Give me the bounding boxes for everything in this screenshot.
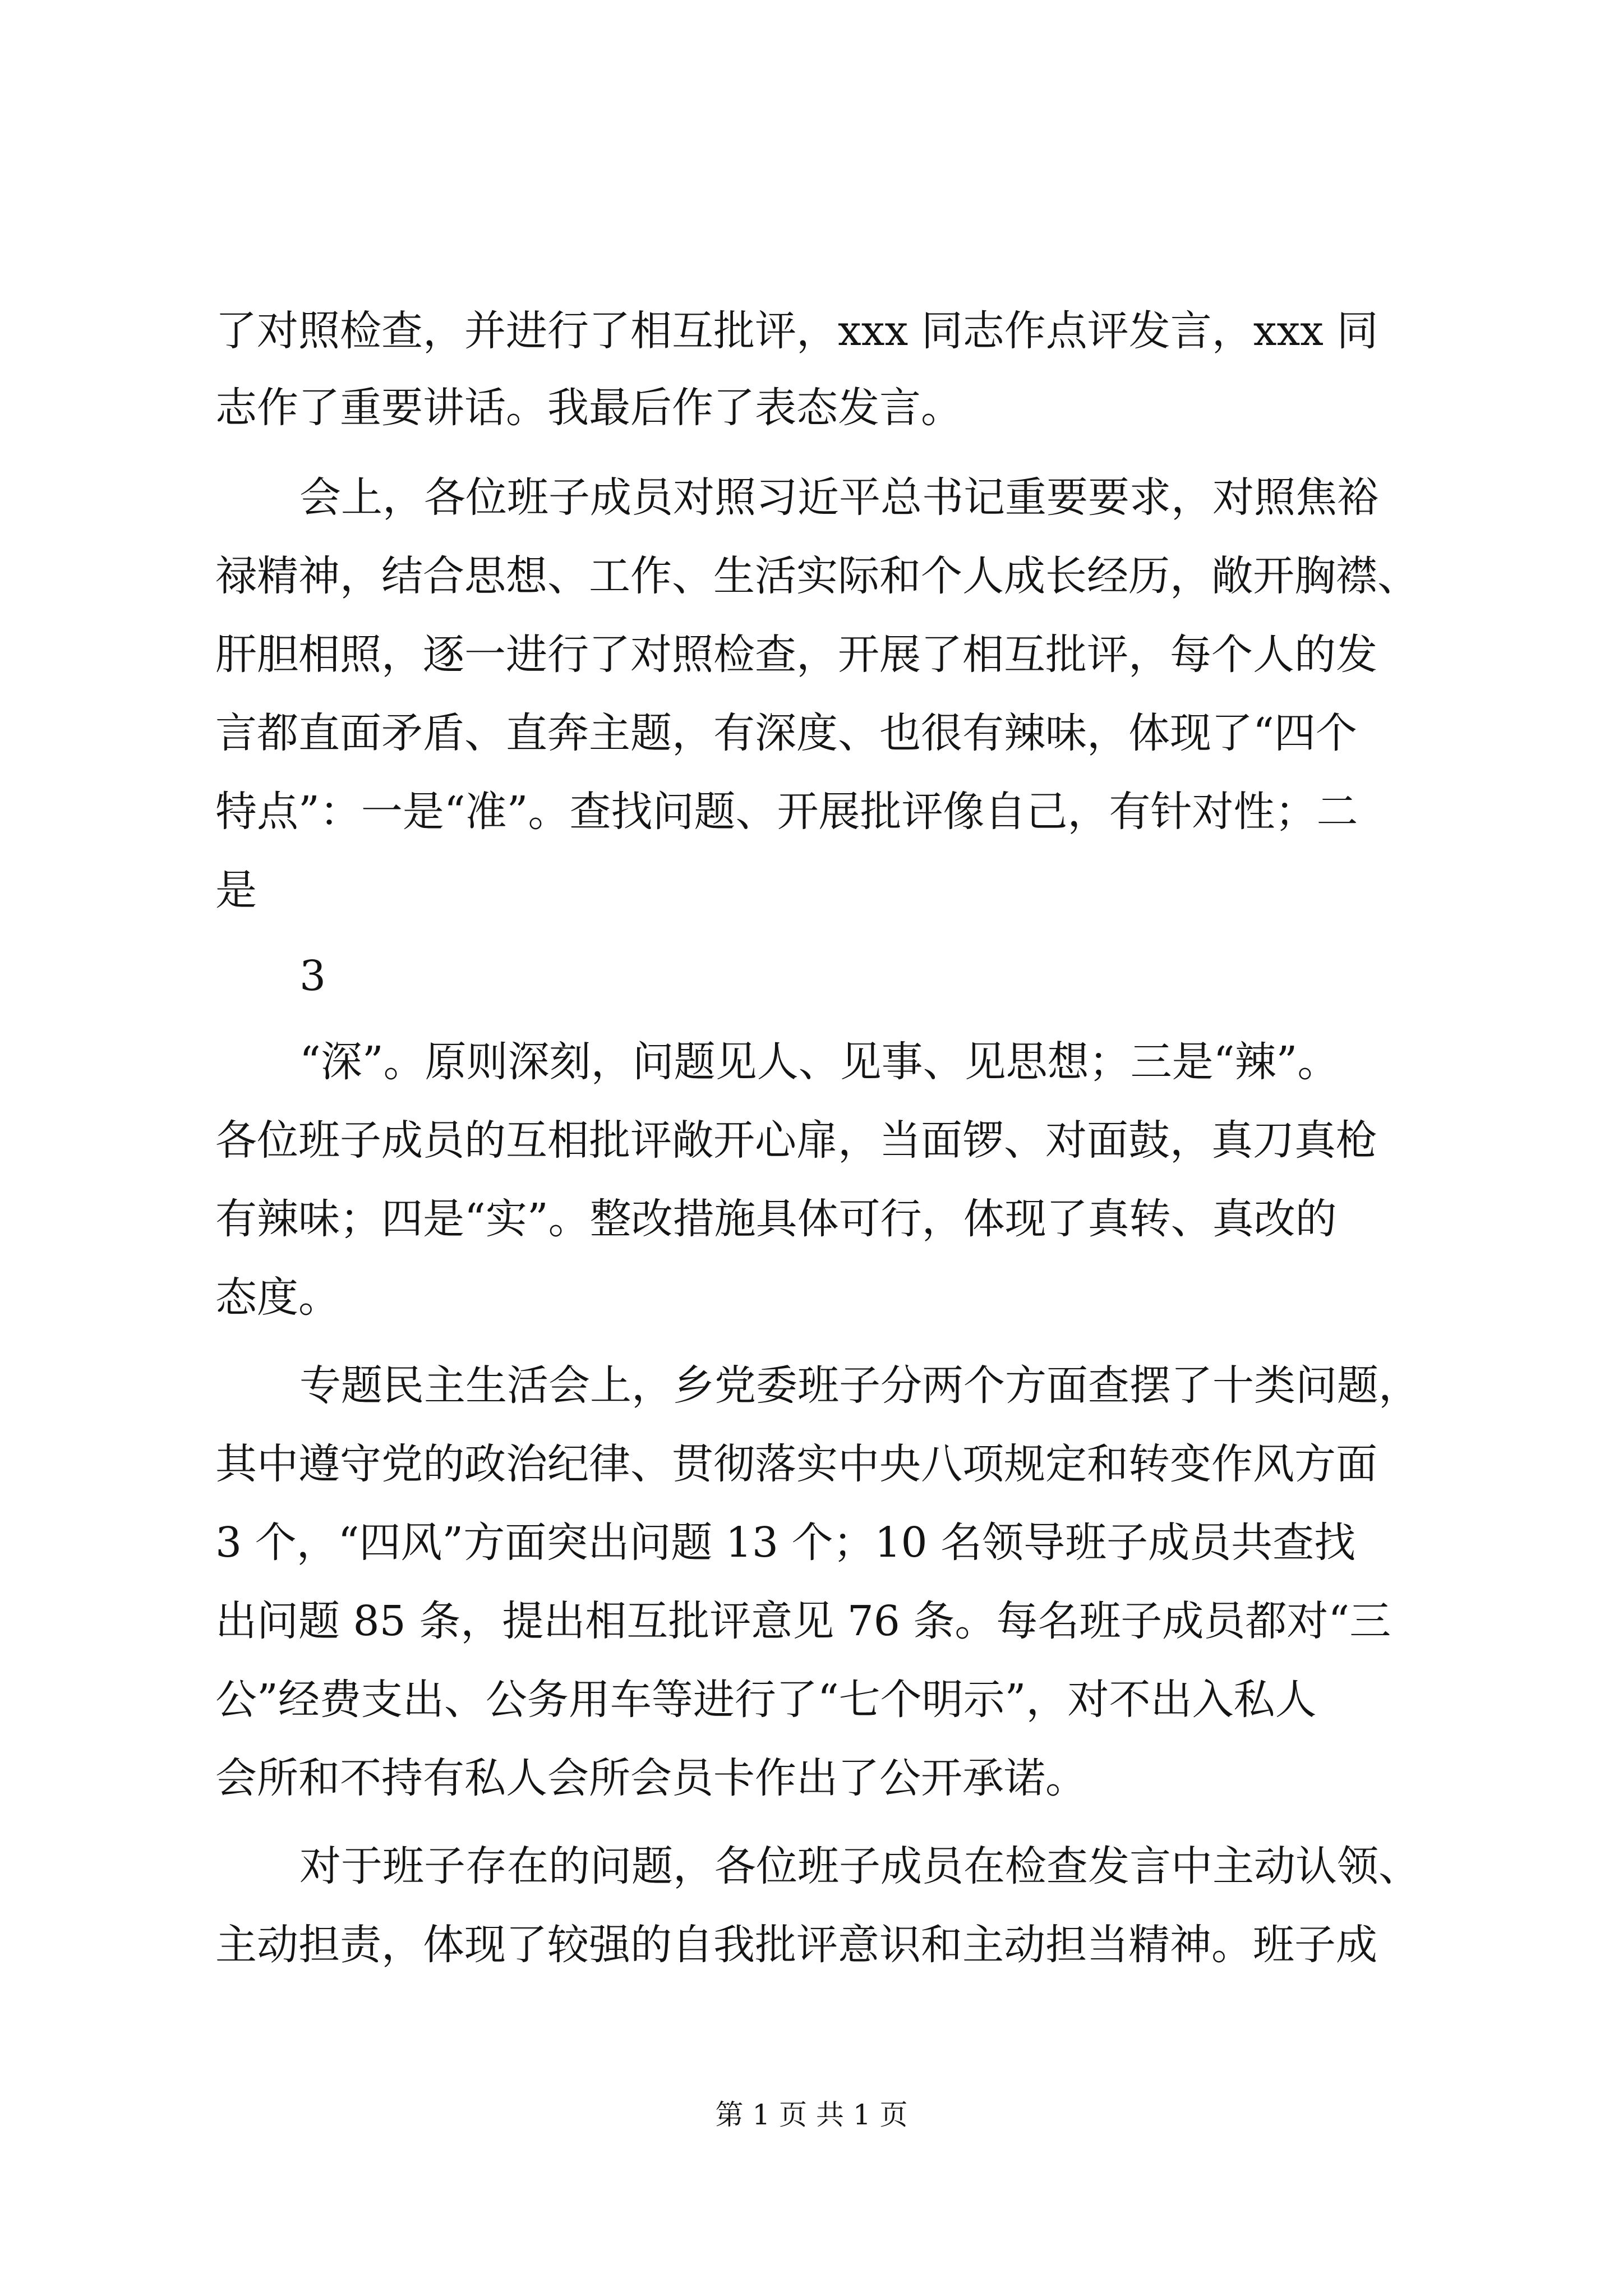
text-line: 态度。 bbox=[215, 1273, 340, 1322]
inline-page-number: 3 bbox=[299, 952, 326, 1000]
page-footer: 第 1 页 共 1 页 bbox=[715, 2099, 908, 2131]
paragraph-start-line: 对于班子存在的问题，各位班子成员在检查发言中主动认领、 bbox=[299, 1842, 1420, 1890]
text-line: 会所和不持有私人会所会员卡作出了公开承诺。 bbox=[215, 1754, 1087, 1802]
text-line: “深”。原则深刻，问题见人、见事、见思想；三是“辣”。 bbox=[299, 1038, 1339, 1086]
paragraph-start-line: 会上，各位班子成员对照习近平总书记重要要求，对照焦裕 bbox=[299, 473, 1378, 522]
text-line: 肝胆相照，逐一进行了对照检查，开展了相互批评，每个人的发 bbox=[215, 631, 1377, 679]
text-line: 出问题 85 条，提出相互批评意见 76 条。每名班子成员都对“三 bbox=[215, 1597, 1391, 1645]
text-line: 言都直面矛盾、直奔主题，有深度、也很有辣味，体现了“四个 bbox=[215, 709, 1357, 757]
text-line: 3 个，“四风”方面突出问题 13 个；10 名领导班子成员共查找 bbox=[215, 1519, 1356, 1567]
text-line: 禄精神，结合思想、工作、生活实际和个人成长经历，敞开胸襟、 bbox=[215, 552, 1419, 600]
text-line: 了对照检查，并进行了相互批评，xxx 同志作点评发言，xxx 同 bbox=[215, 307, 1378, 355]
text-line: 主动担责，体现了较强的自我批评意识和主动担当精神。班子成 bbox=[215, 1921, 1377, 1969]
text-line: 各位班子成员的互相批评敞开心扉，当面锣、对面鼓，真刀真枪 bbox=[215, 1116, 1377, 1165]
text-line: 其中遵守党的政治纪律、贯彻落实中央八项规定和转变作风方面 bbox=[215, 1440, 1377, 1488]
text-line: 特点”：一是“准”。查找问题、开展批评像自己，有针对性；二 bbox=[215, 788, 1358, 836]
text-line: 公”经费支出、公务用车等进行了“七个明示”，对不出入私人 bbox=[215, 1676, 1317, 1724]
text-line: 志作了重要讲话。我最后作了表态发言。 bbox=[215, 384, 962, 432]
text-line: 有辣味；四是“实”。整改措施具体可行，体现了真转、真改的 bbox=[215, 1195, 1337, 1243]
text-line: 是 bbox=[215, 866, 257, 914]
paragraph-start-line: 专题民主生活会上，乡党委班子分两个方面查摆了十类问题， bbox=[299, 1361, 1420, 1410]
